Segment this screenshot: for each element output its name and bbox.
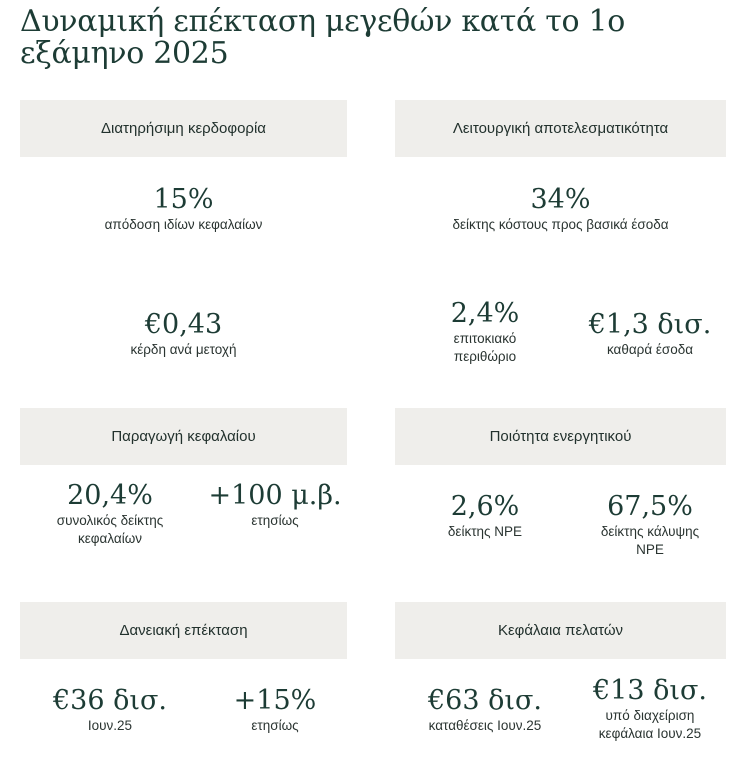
net-income-metric [570, 309, 730, 359]
aum-metric [570, 675, 730, 743]
capital-heading: Παραγωγή κεφαλαίου [111, 428, 256, 445]
loans-label: Ιουν.25 [87, 718, 133, 733]
deposits-metric [395, 685, 575, 735]
loan-growth-metric [190, 685, 360, 735]
efficiency-header [395, 100, 726, 157]
net-income-value: €1,3 δισ. [588, 309, 712, 340]
client-funds-heading: Κεφάλαια πελατών [497, 622, 624, 639]
profitability-header [20, 100, 347, 157]
loans-value: €36 δισ. [53, 685, 167, 716]
loan-growth-label: ετησίως [251, 718, 299, 733]
lending-header [20, 602, 347, 659]
total-capital-ratio-value: 20,4% [67, 480, 153, 511]
roe-label: απόδοση ιδίων κεφαλαίων [104, 217, 263, 232]
lending-heading: Δανειακή επέκταση [119, 622, 248, 639]
total-capital-ratio-metric [20, 480, 200, 548]
capital-generation-value: +100 μ.β. [208, 480, 342, 511]
npe-coverage-metric [570, 491, 730, 559]
eps-value: €0,43 [144, 309, 223, 340]
aum-value: €13 δισ. [593, 675, 707, 706]
profitability-heading: Διατηρήσιμη κερδοφορία [101, 120, 266, 137]
aum-label-line1: υπό διαχείριση [605, 708, 695, 723]
nim-metric [395, 298, 575, 366]
deposits-label: καταθέσεις Ιουν.25 [428, 718, 542, 733]
loans-metric [20, 685, 200, 735]
client-funds-header [395, 602, 726, 659]
npe-ratio-value: 2,6% [450, 491, 520, 522]
cost-ratio-metric [395, 184, 726, 234]
eps-metric [20, 309, 347, 359]
asset-quality-heading: Ποιότητα ενεργητικού [489, 428, 632, 445]
roe-metric [20, 184, 347, 234]
page-title: Δυναμική επέκταση μεγεθών κατά το 1ο εξάμηνο 2025 [20, 4, 626, 71]
efficiency-heading: Λειτουργική αποτελεσματικότητα [452, 120, 669, 137]
capital-generation-metric [190, 480, 360, 530]
nim-label-line2: περιθώριο [453, 349, 517, 364]
npe-ratio-label: δείκτης NPE [447, 524, 523, 539]
capital-generation-label: ετησίως [251, 513, 299, 528]
loan-growth-value: +15% [233, 685, 317, 716]
cost-ratio-label: δείκτης κόστους προς βασικά έσοδα [452, 217, 669, 232]
cost-ratio-value: 34% [530, 184, 591, 215]
nim-value: 2,4% [450, 298, 520, 329]
npe-ratio-metric [395, 491, 575, 541]
total-capital-ratio-label-line2: κεφαλαίων [78, 531, 142, 546]
aum-label-line2: κεφάλαια Ιουν.25 [598, 726, 702, 741]
npe-coverage-value: 67,5% [607, 491, 693, 522]
npe-coverage-label-line1: δείκτης κάλυψης [600, 524, 700, 539]
eps-label: κέρδη ανά μετοχή [130, 342, 237, 357]
deposits-value: €63 δισ. [428, 685, 542, 716]
capital-header [20, 408, 347, 465]
nim-label-line1: επιτοκιακό [453, 331, 517, 346]
net-income-label: καθαρά έσοδα [606, 342, 694, 357]
asset-quality-header [395, 408, 726, 465]
total-capital-ratio-label-line1: συνολικός δείκτης [56, 513, 164, 528]
npe-coverage-label-line2: NPE [636, 542, 664, 557]
roe-value: 15% [153, 184, 214, 215]
